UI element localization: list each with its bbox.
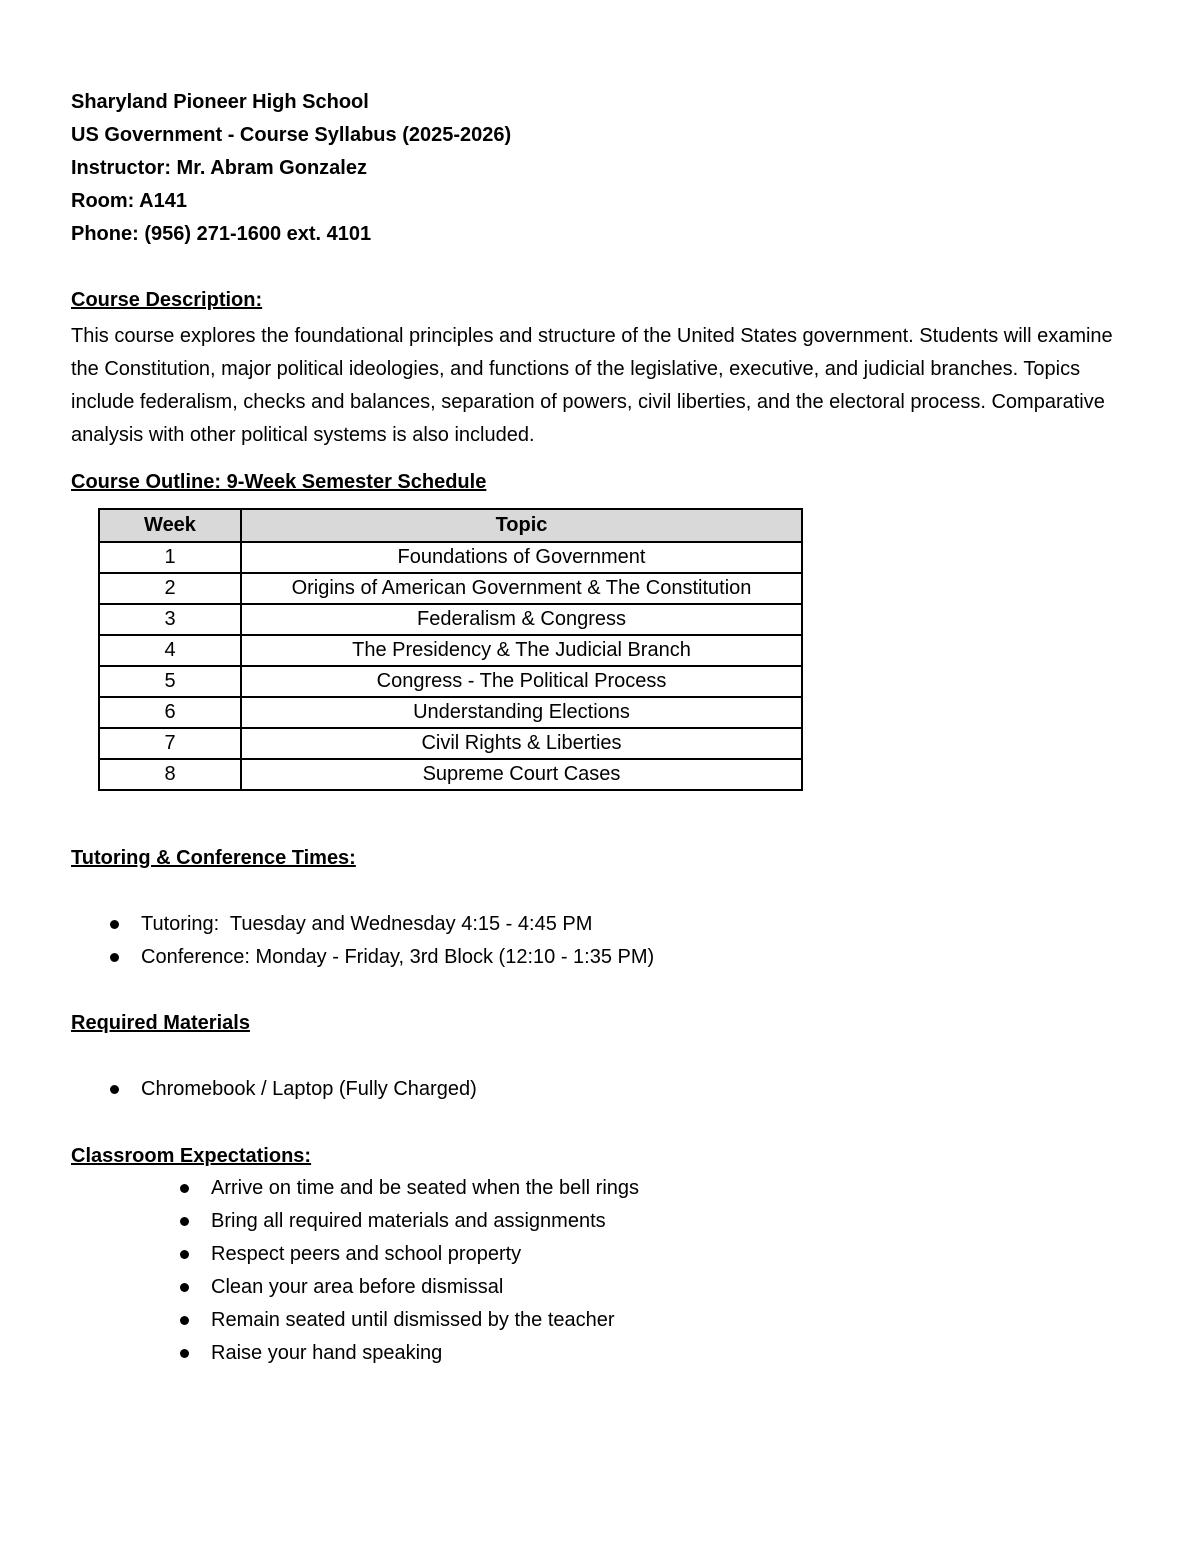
week-cell: 5 — [99, 666, 241, 697]
week-cell: 2 — [99, 573, 241, 604]
week-cell: 1 — [99, 542, 241, 573]
list-item — [141, 941, 654, 974]
table-row — [99, 728, 802, 759]
table-row — [99, 759, 802, 790]
topic-cell: Origins of American Government & The Constitution — [241, 573, 802, 604]
table-row — [99, 635, 802, 666]
bullet-icon — [180, 1283, 189, 1292]
list-item — [211, 1271, 639, 1304]
list-item-text: Arrive on time and be seated when the bell rings — [211, 1177, 640, 1199]
list-item — [211, 1172, 639, 1205]
expectations-list — [211, 1172, 639, 1370]
week-cell: 3 — [99, 604, 241, 635]
topic-cell: Foundations of Government — [241, 542, 802, 573]
schedule-table — [98, 508, 803, 791]
table-header-row — [99, 509, 802, 542]
topic-cell: Understanding Elections — [241, 697, 802, 728]
week-cell: 7 — [99, 728, 241, 759]
list-item — [211, 1304, 639, 1337]
bullet-icon — [180, 1349, 189, 1358]
topic-cell: Civil Rights & Liberties — [241, 728, 802, 759]
list-item — [211, 1205, 639, 1238]
materials-list — [141, 1073, 477, 1106]
list-item — [211, 1238, 639, 1271]
description-text: This course explores the foundational principles and structure of the United States government. Students will examine the Constitution, major political ideologies, and functions of the legislative, executive, and judicial branches. Topics include federalism, checks and balances, separation of powers, civil liberties, and the electoral process. Comparative analysis with other political systems is also included. — [71, 325, 1113, 446]
phone: Phone: (956) 271-1600 ext. 4101 — [71, 223, 372, 245]
outline-heading: Course Outline: 9-Week Semester Schedule — [71, 471, 487, 493]
school-name: Sharyland Pioneer High School — [71, 91, 369, 113]
bullet-icon — [110, 953, 119, 962]
list-item-text: Respect peers and school property — [211, 1243, 522, 1265]
list-item-text: Chromebook / Laptop (Fully Charged) — [141, 1078, 477, 1100]
topic-cell: Federalism & Congress — [241, 604, 802, 635]
list-item — [141, 908, 654, 941]
topic-cell: The Presidency & The Judicial Branch — [241, 635, 802, 666]
list-item-text: Clean your area before dismissal — [211, 1276, 504, 1298]
table-row — [99, 666, 802, 697]
list-item-text: Conference: Monday - Friday, 3rd Block (12:10 - 1:35 PM) — [141, 946, 655, 968]
bullet-icon — [180, 1217, 189, 1226]
table-row — [99, 573, 802, 604]
topic-cell: Congress - The Political Process — [241, 666, 802, 697]
week-cell: 8 — [99, 759, 241, 790]
week-cell: 6 — [99, 697, 241, 728]
table-row — [99, 542, 802, 573]
bullet-icon — [110, 1085, 119, 1094]
column-header-topic: Topic — [241, 509, 802, 542]
list-item-text: Bring all required materials and assignments — [211, 1210, 606, 1232]
bullet-icon — [180, 1184, 189, 1193]
tutoring-list — [141, 908, 654, 974]
column-header-week: Week — [99, 509, 241, 542]
materials-heading: Required Materials — [71, 1012, 250, 1034]
course-title: US Government - Course Syllabus (2025-2026) — [71, 124, 512, 146]
table-row — [99, 604, 802, 635]
topic-cell: Supreme Court Cases — [241, 759, 802, 790]
week-cell: 4 — [99, 635, 241, 666]
list-item — [211, 1337, 639, 1370]
bullet-icon — [180, 1316, 189, 1325]
instructor: Instructor: Mr. Abram Gonzalez — [71, 157, 367, 179]
list-item-text: Tutoring: Tuesday and Wednesday 4:15 - 4:45 PM — [141, 913, 593, 935]
list-item — [141, 1073, 477, 1106]
expectations-heading: Classroom Expectations: — [71, 1145, 312, 1167]
bullet-icon — [180, 1250, 189, 1259]
table-row — [99, 697, 802, 728]
bullet-icon — [110, 920, 119, 929]
tutoring-heading: Tutoring & Conference Times: — [71, 847, 356, 869]
list-item-text: Raise your hand speaking — [211, 1342, 443, 1364]
course-description — [71, 320, 1141, 452]
description-heading: Course Description: — [71, 289, 263, 311]
list-item-text: Remain seated until dismissed by the teacher — [211, 1309, 615, 1331]
room: Room: A141 — [71, 190, 187, 212]
